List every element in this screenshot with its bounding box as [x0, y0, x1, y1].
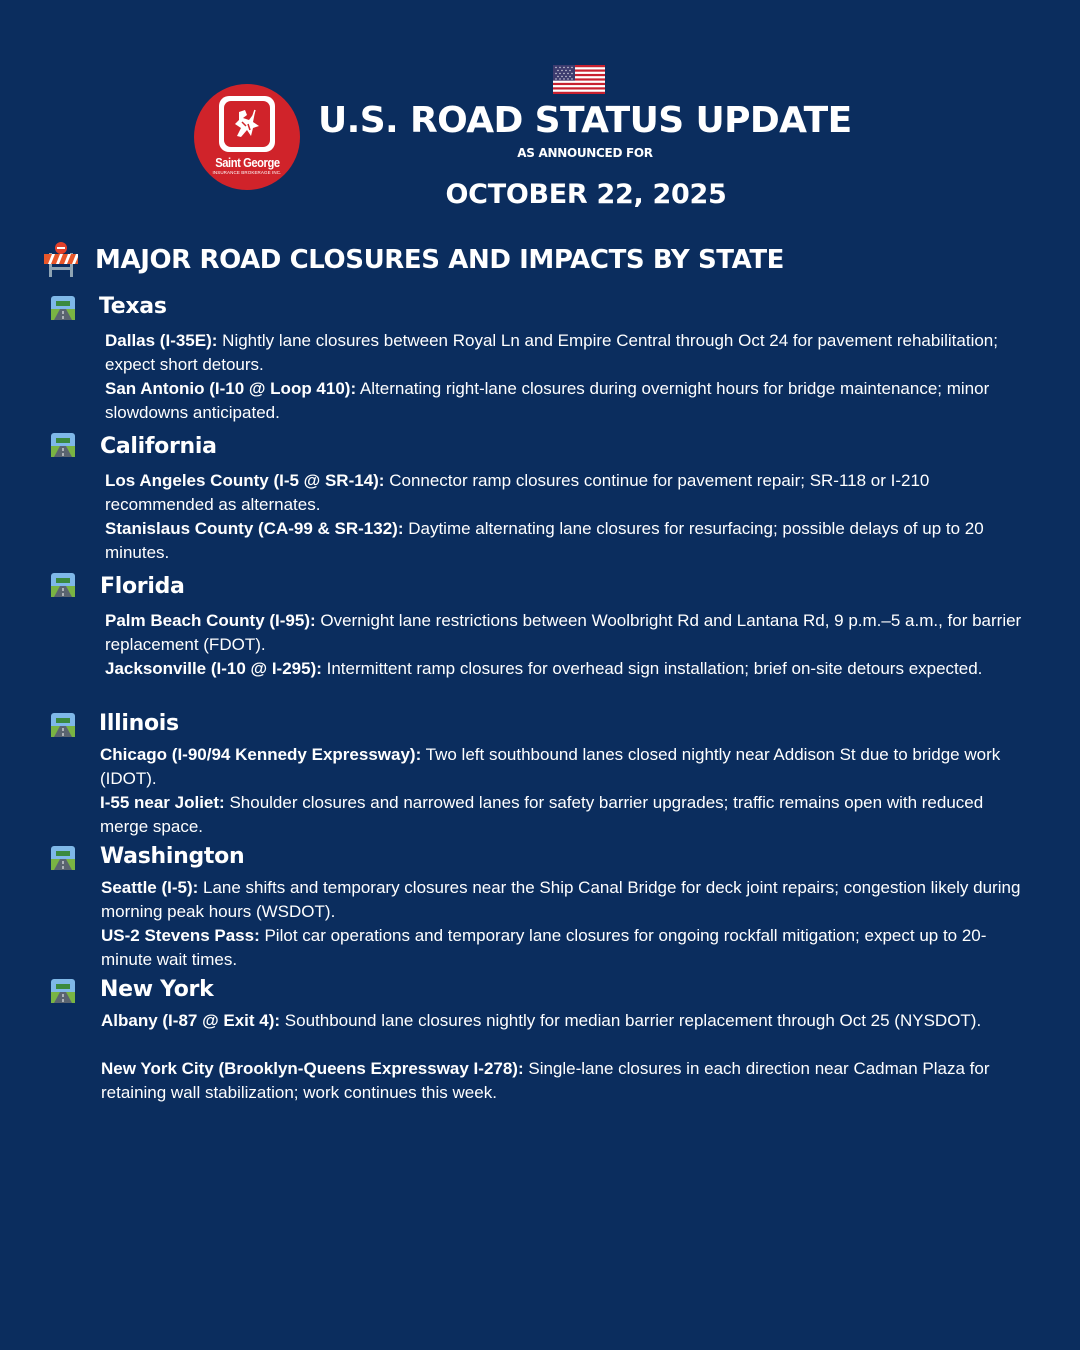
closure-description: Overnight lane restrictions between Woolbright Rd and Lantana Rd, 9 p.m.–5 a.m., for barrier replacement (FDOT).: [105, 611, 1022, 654]
section-heading: [42, 240, 784, 280]
knight-emblem-icon: [219, 96, 275, 152]
closure-location: Los Angeles County (I-5 @ SR-14):: [105, 471, 385, 490]
closure-location: Stanislaus County (CA-99 & SR-132):: [105, 519, 404, 538]
closure-entry: [101, 1057, 1036, 1105]
logo-name: Saint George: [214, 155, 280, 170]
closure-entry: [105, 517, 1040, 565]
closure-location: New York City (Brooklyn-Queens Expressway I-278):: [101, 1059, 524, 1078]
state-name: Florida: [100, 574, 185, 599]
closure-description: Lane shifts and temporary closures near the Ship Canal Bridge for deck joint repairs; congestion likely during morning peak hours (WSDOT).: [101, 878, 1021, 921]
closure-location: Jacksonville (I-10 @ I-295):: [105, 659, 322, 678]
state-name: Illinois: [99, 711, 179, 736]
page-title: U.S. ROAD STATUS UPDATE: [318, 100, 852, 141]
closure-entry: [105, 469, 1040, 517]
closure-description: Pilot car operations and temporary lane closures for ongoing rockfall mitigation; expect up to 20-minute wait times.: [101, 926, 987, 969]
closure-entry: [105, 609, 1040, 657]
closure-description: Alternating right-lane closures during overnight hours for bridge maintenance; minor slowdowns anticipated.: [105, 379, 990, 422]
closure-location: Palm Beach County (I-95):: [105, 611, 316, 630]
closure-entry: [100, 743, 1035, 791]
state-name: California: [100, 434, 217, 459]
closure-description: Two left southbound lanes closed nightly near Addison St due to bridge work (IDOT).: [100, 745, 1001, 788]
closure-entry: [105, 657, 1040, 681]
closure-location: Albany (I-87 @ Exit 4):: [101, 1011, 281, 1030]
closure-entry: [101, 924, 1036, 972]
motorway-icon: [51, 573, 75, 597]
closure-entry: [100, 791, 1035, 839]
announcement-date: OCTOBER 22, 2025: [445, 179, 727, 210]
construction-barrier-icon: [42, 241, 80, 279]
closure-description: Daytime alternating lane closures for resurfacing; possible delays of up to 20 minutes.: [105, 519, 984, 562]
motorway-icon: [51, 846, 75, 870]
closure-location: Dallas (I-35E):: [105, 331, 218, 350]
logo-subtitle: INSURANCE BROKERAGE INC.: [212, 170, 282, 175]
closure-location: I-55 near Joliet:: [100, 793, 225, 812]
closure-description: Connector ramp closures continue for pavement repair; SR-118 or I-210 recommended as alternates.: [105, 471, 930, 514]
us-flag-icon: [553, 65, 605, 94]
closure-description: Shoulder closures and narrowed lanes for safety barrier upgrades; traffic remains open with reduced merge space.: [100, 793, 984, 836]
closure-entry: [101, 876, 1036, 924]
closure-location: Chicago (I-90/94 Kennedy Expressway):: [100, 745, 422, 764]
section-title: MAJOR ROAD CLOSURES AND IMPACTS BY STATE: [95, 245, 785, 275]
saint-george-logo: [194, 84, 300, 190]
motorway-icon: [51, 713, 75, 737]
motorway-icon: [51, 296, 75, 320]
closure-location: US-2 Stevens Pass:: [101, 926, 260, 945]
header: [0, 0, 1080, 230]
closure-location: Seattle (I-5):: [101, 878, 199, 897]
closure-entry: [101, 1009, 1036, 1033]
state-name: New York: [100, 977, 214, 1002]
closure-entry: [105, 329, 1040, 377]
state-name: Washington: [100, 844, 245, 869]
closure-description: Nightly lane closures between Royal Ln and Empire Central through Oct 24 for pavement rehabilitation; expect short detours.: [105, 331, 998, 374]
closure-description: Intermittent ramp closures for overhead sign installation; brief on-site detours expected.: [321, 659, 983, 678]
page-subtitle: AS ANNOUNCED FOR: [517, 146, 653, 160]
motorway-icon: [51, 979, 75, 1003]
motorway-icon: [51, 433, 75, 457]
closure-location: San Antonio (I-10 @ Loop 410):: [105, 379, 357, 398]
state-name: Texas: [99, 294, 167, 319]
closure-entry: [105, 377, 1040, 425]
closure-description: Southbound lane closures nightly for median barrier replacement through Oct 25 (NYSDOT).: [280, 1011, 982, 1030]
closure-description: Single-lane closures in each direction near Cadman Plaza for retaining wall stabilization; work continues this week.: [101, 1059, 990, 1102]
